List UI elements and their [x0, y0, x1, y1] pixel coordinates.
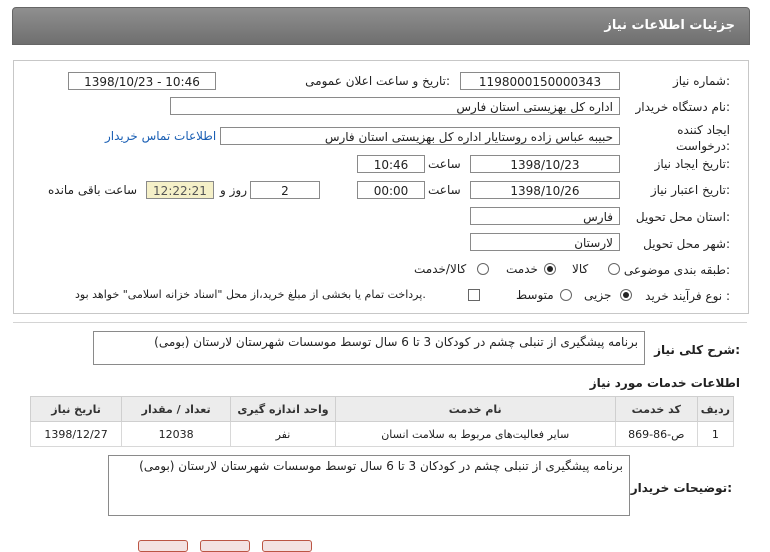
category-label: طبقه بندی موضوعی:	[623, 263, 730, 277]
created-time-field[interactable]: 10:46	[357, 155, 425, 173]
col-quantity: تعداد / مقدار	[122, 397, 231, 422]
remaining-time-field: 12:22:21	[146, 181, 214, 199]
buyer-notes-text: برنامه پیشگیری از تنبلی چشم در کودکان 3 تا 6 سال توسط موسسات شهرستان لارستان (بومی)	[108, 455, 630, 516]
page-header	[12, 7, 750, 45]
col-service-code: کد خدمت	[615, 397, 697, 422]
validity-date-label: تاریخ اعتبار نیاز:	[650, 183, 730, 197]
buyer-contact-link[interactable]: اطلاعات تماس خریدار	[105, 129, 217, 143]
remaining-days-field[interactable]: 2	[250, 181, 320, 199]
category-goods-service-label: کالا/خدمت	[414, 262, 467, 276]
created-date-label: تاریخ ایجاد نیاز:	[654, 157, 730, 171]
buyer-org-field[interactable]: اداره کل بهزیستی استان فارس	[170, 97, 620, 115]
col-unit: واحد اندازه گیری	[231, 397, 336, 422]
cell-row: 1	[697, 422, 733, 447]
need-number-field[interactable]: 1198000150000343	[460, 72, 620, 90]
creator-label: ایجاد کننده درخواست:	[676, 123, 730, 153]
category-goods-label: کالا	[572, 262, 589, 276]
validity-time-field[interactable]: 00:00	[357, 181, 425, 199]
bottom-button-2[interactable]	[200, 540, 250, 552]
created-time-label: ساعت	[428, 157, 461, 171]
bottom-button-3[interactable]	[262, 540, 312, 552]
city-label: شهر محل تحویل:	[643, 237, 730, 251]
bottom-button-1[interactable]	[138, 540, 188, 552]
city-field[interactable]: لارستان	[470, 233, 620, 251]
cell-service-name: سایر فعالیت‌های مربوط به سلامت انسان	[335, 422, 615, 447]
table-row	[31, 422, 734, 447]
buyer-org-label: نام دستگاه خریدار:	[635, 100, 730, 114]
province-label: استان محل تحویل:	[635, 210, 730, 224]
need-number-label: شماره نیاز:	[672, 74, 730, 88]
treasury-payment-checkbox[interactable]	[468, 289, 480, 301]
col-service-name: نام خدمت	[335, 397, 615, 422]
treasury-payment-note: پرداخت تمام یا بخشی از مبلغ خرید،از محل "اسناد خزانه اسلامی" خواهد بود.	[75, 288, 426, 301]
purchase-minor-radio[interactable]	[620, 289, 632, 301]
buyer-notes-label: توضیحات خریدار:	[630, 481, 732, 495]
announce-date-label: تاریخ و ساعت اعلان عمومی:	[305, 74, 450, 88]
announce-date-field[interactable]: 1398/10/23 - 10:46	[68, 72, 216, 90]
purchase-medium-radio[interactable]	[560, 289, 572, 301]
days-label: روز و	[220, 183, 247, 197]
services-section-title: اطلاعات خدمات مورد نیاز	[589, 376, 740, 390]
page-title: جزئیات اطلاعات نیاز	[604, 18, 735, 33]
summary-text: برنامه پیشگیری از تنبلی چشم در کودکان 3 تا 6 سال توسط موسسات شهرستان لارستان (بومی)	[93, 331, 645, 365]
cell-quantity: 12038	[122, 422, 231, 447]
validity-date-field[interactable]: 1398/10/26	[470, 181, 620, 199]
summary-label: شرح کلی نیاز:	[654, 343, 740, 357]
cell-unit: نفر	[231, 422, 336, 447]
col-row: ردیف	[697, 397, 733, 422]
remaining-time-label: ساعت باقی مانده	[48, 183, 138, 197]
category-service-radio[interactable]	[544, 263, 556, 275]
cell-need-date: 1398/12/27	[31, 422, 122, 447]
creator-field[interactable]: حبیبه عباس زاده روستایار اداره کل بهزیستی استان فارس	[220, 127, 620, 145]
category-goods-service-radio[interactable]	[477, 263, 489, 275]
category-service-label: خدمت	[506, 262, 538, 276]
purchase-medium-label: متوسط	[516, 288, 554, 302]
validity-time-label: ساعت	[428, 183, 461, 197]
col-need-date: تاریخ نیاز	[31, 397, 122, 422]
cell-service-code: ص-86-869	[615, 422, 697, 447]
section-divider	[13, 322, 747, 323]
created-date-field[interactable]: 1398/10/23	[470, 155, 620, 173]
province-field[interactable]: فارس	[470, 207, 620, 225]
category-goods-radio[interactable]	[608, 263, 620, 275]
purchase-minor-label: جزیی	[584, 288, 612, 302]
services-table	[30, 396, 734, 447]
purchase-type-label: نوع فرآیند خرید :	[645, 289, 730, 303]
